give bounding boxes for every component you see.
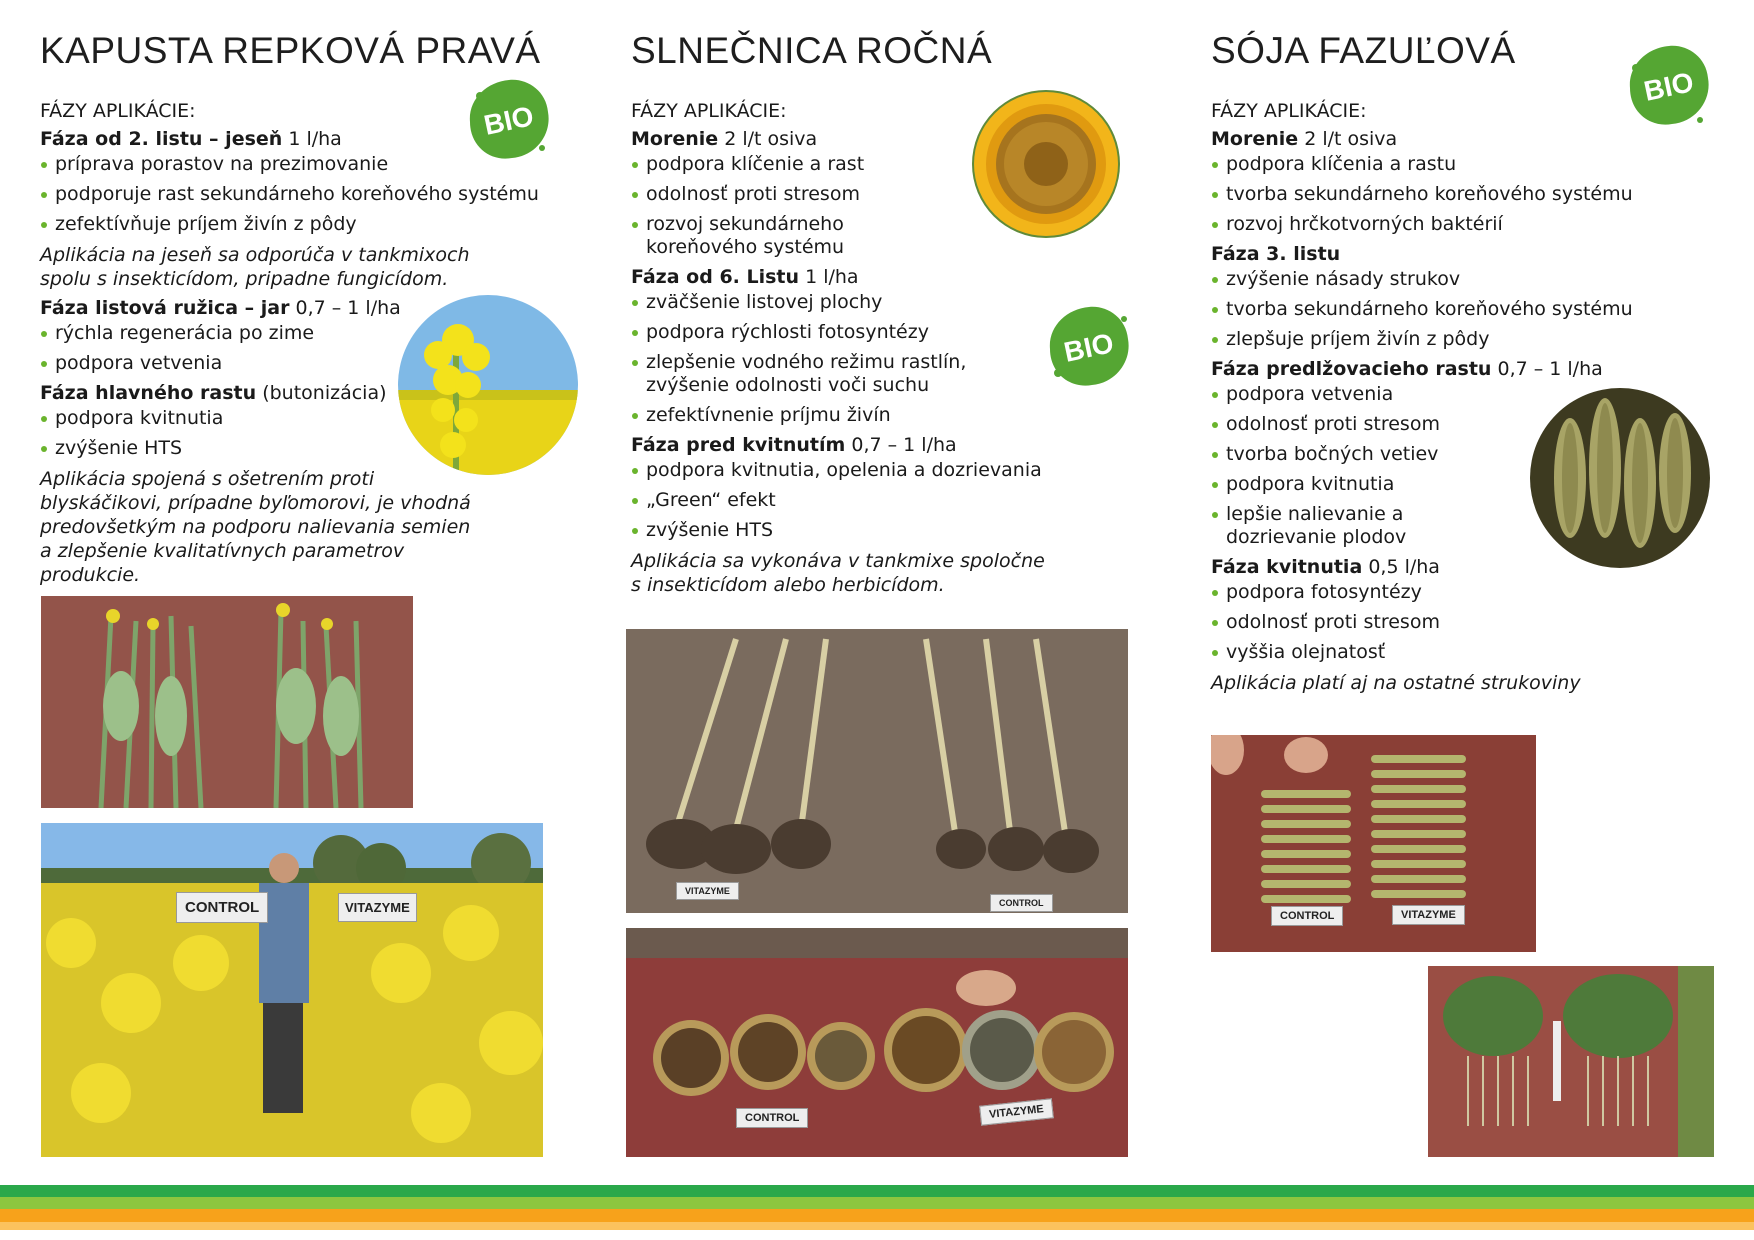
vitazyme-sign: VITAZYME	[979, 1098, 1053, 1125]
list-item: odolnosť proti stresom	[1211, 611, 1731, 634]
bullet-list	[1211, 268, 1731, 351]
list-item: podpora rýchlosti fotosyntézy	[631, 321, 1191, 344]
decorative-stripe	[0, 1222, 1754, 1230]
phase-heading: Morenie 2 l/t osiva	[1211, 128, 1398, 150]
phase-heading: Fáza od 6. Listu 1 l/ha	[631, 266, 859, 288]
soybean-pods-photo	[1530, 388, 1710, 568]
column-soybean	[1211, 30, 1731, 699]
section-title: KAPUSTA REPKOVÁ PRAVÁ	[40, 30, 541, 71]
sunflower-heads-photo	[626, 928, 1128, 1157]
phase-heading: Fáza pred kvitnutím 0,7 – 1 l/ha	[631, 434, 957, 456]
phases-label: FÁZY APLIKÁCIE:	[631, 100, 787, 122]
vitazyme-sign: VITAZYME	[676, 882, 739, 900]
bullet-list	[631, 459, 1191, 542]
list-item: tvorba sekundárneho koreňového systému	[1211, 183, 1731, 206]
list-item: zvýšenie násady strukov	[1211, 268, 1731, 291]
svg-text:BIO: BIO	[481, 100, 537, 141]
control-sign: CONTROL	[176, 892, 268, 923]
rapeseed-plants-photo	[41, 596, 413, 808]
list-item: podpora kvitnutia, opelenia a dozrievania	[631, 459, 1191, 482]
phase-heading: Fáza predlžovacieho rastu 0,7 – 1 l/ha	[1211, 358, 1603, 380]
bullet-list	[40, 153, 600, 236]
list-item: podporuje rast sekundárneho koreňového systému	[40, 183, 600, 206]
list-item: podpora fotosyntézy	[1211, 581, 1731, 604]
list-item: „Green“ efekt	[631, 489, 1191, 512]
rapeseed-flower-photo	[398, 295, 578, 475]
bio-badge-icon	[466, 76, 552, 162]
note-text: Aplikácia na jeseň sa odporúča v tankmixoch spolu s insekticídom, pripadne fungicídom.	[40, 244, 470, 290]
phase-heading: Morenie 2 l/t osiva	[631, 128, 818, 150]
list-item: podpora klíčenie a rast	[631, 153, 1191, 176]
list-item: zväčšenie listovej plochy	[631, 291, 1191, 314]
bullet-list	[1211, 581, 1731, 664]
control-sign: CONTROL	[990, 894, 1053, 912]
decorative-stripe	[0, 1185, 1754, 1197]
bio-badge-icon	[1046, 303, 1132, 389]
phases-label: FÁZY APLIKÁCIE:	[1211, 100, 1367, 122]
control-sign: CONTROL	[1271, 906, 1343, 926]
list-item: príprava porastov na prezimovanie	[40, 153, 600, 176]
list-item: tvorba bočných vetiev	[1211, 443, 1731, 466]
list-item: podpora klíčenia a rastu	[1211, 153, 1731, 176]
phase-heading: Fáza od 2. listu – jeseň 1 l/ha	[40, 128, 342, 150]
soybean-plants-photo	[1428, 966, 1714, 1157]
decorative-stripe	[0, 1209, 1754, 1222]
sunflower-photo	[972, 90, 1120, 238]
phase-heading: Fáza hlavného rastu (butonizácia)	[40, 382, 387, 404]
list-item: vyššia olejnatosť	[1211, 641, 1731, 664]
sunflower-roots-photo	[626, 629, 1128, 913]
list-item: rozvoj hrčkotvorných baktérií	[1211, 213, 1731, 236]
list-item: rozvoj sekundárneho koreňového systému	[631, 213, 956, 259]
svg-text:BIO: BIO	[1641, 66, 1697, 107]
section-title: SLNEČNICA ROČNÁ	[631, 30, 993, 71]
list-item: podpora kvitnutia	[1211, 473, 1731, 496]
section-title: SÓJA FAZUĽOVÁ	[1211, 30, 1516, 71]
list-item: odolnosť proti stresom	[1211, 413, 1731, 436]
phases-label: FÁZY APLIKÁCIE:	[40, 100, 196, 122]
bullet-list	[1211, 153, 1731, 236]
list-item: zlepšenie vodného režimu rastlín, zvýšenie odolnosti voči suchu	[631, 351, 976, 397]
list-item: zvýšenie HTS	[40, 437, 600, 460]
list-item: podpora kvitnutia	[40, 407, 600, 430]
soybean-pods-comparison-photo	[1211, 735, 1536, 952]
vitazyme-sign: VITAZYME	[1392, 905, 1465, 925]
list-item: tvorba sekundárneho koreňového systému	[1211, 298, 1731, 321]
svg-text:BIO: BIO	[1061, 327, 1117, 368]
phase-heading: Fáza 3. listu	[1211, 243, 1341, 265]
phase-heading: Fáza kvitnutia 0,5 l/ha	[1211, 556, 1440, 578]
note-text: Aplikácia spojená s ošetrením proti blyskáčikovi, prípadne byľomorovi, je vhodná predovšetkým na podporu nalievania semien a zlepšenie kvalitatívnych parametrov produkcie.	[40, 468, 471, 586]
vitazyme-sign: VITAZYME	[338, 893, 417, 922]
rapeseed-field-photo	[41, 823, 543, 1157]
note-text: Aplikácia sa vykonáva v tankmixe spoločne s insekticídom alebo herbicídom.	[631, 550, 1045, 596]
phase-heading: Fáza listová ružica – jar 0,7 – 1 l/ha	[40, 297, 401, 319]
note-text: Aplikácia platí aj na ostatné strukoviny	[1211, 672, 1581, 694]
list-item: zvýšenie HTS	[631, 519, 1191, 542]
list-item: rýchla regenerácia po zime	[40, 322, 600, 345]
list-item: podpora vetvenia	[40, 352, 600, 375]
bio-badge-icon	[1626, 42, 1712, 128]
list-item: zefektívnenie príjmu živín	[631, 404, 1191, 427]
list-item: podpora vetvenia	[1211, 383, 1731, 406]
control-sign: CONTROL	[736, 1108, 808, 1128]
decorative-stripe	[0, 1197, 1754, 1209]
list-item: odolnosť proti stresom	[631, 183, 1191, 206]
list-item: zefektívňuje príjem živín z pôdy	[40, 213, 600, 236]
list-item: lepšie nalievanie a dozrievanie plodov	[1211, 503, 1516, 549]
list-item: zlepšuje príjem živín z pôdy	[1211, 328, 1731, 351]
